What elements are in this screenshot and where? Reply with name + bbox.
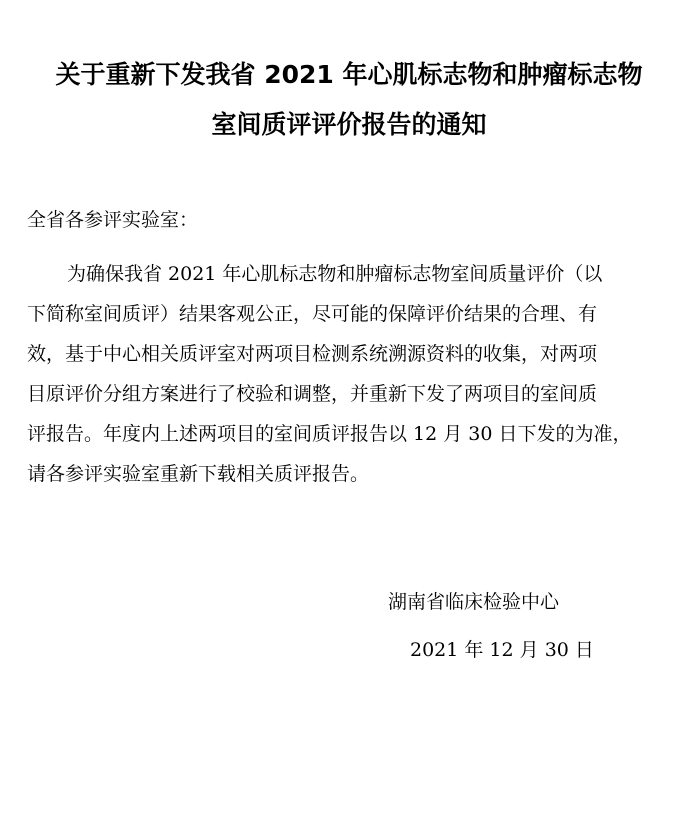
- body-line-6: 请各参评实验室重新下载相关质评报告。: [27, 463, 370, 485]
- salutation: 全省各参评实验室：: [27, 209, 199, 231]
- body-paragraph: [27, 254, 673, 494]
- issuer-signature: 湖南省临床检验中心: [388, 591, 560, 613]
- body-line-1: 为确保我省 2021 年心肌标志物和肿瘤标志物室间质量评价（以: [67, 263, 603, 285]
- document-title-line-1: 关于重新下发我省 2021 年心肌标志物和肿瘤标志物: [55, 60, 643, 89]
- issue-date: 2021 年 12 月 30 日: [410, 639, 594, 661]
- document-title-line-2: 室间质评评价报告的通知: [211, 110, 487, 139]
- body-line-5: 评报告。年度内上述两项目的室间质评报告以 12 月 30 日下发的为准，: [27, 423, 632, 445]
- body-line-3: 效，基于中心相关质评室对两项目检测系统溯源资料的收集，对两项: [27, 343, 598, 365]
- body-line-2: 下简称室间质评）结果客观公正，尽可能的保障评价结果的合理、有: [27, 303, 598, 325]
- body-line-4: 目原评价分组方案进行了校验和调整，并重新下发了两项目的室间质: [27, 383, 598, 405]
